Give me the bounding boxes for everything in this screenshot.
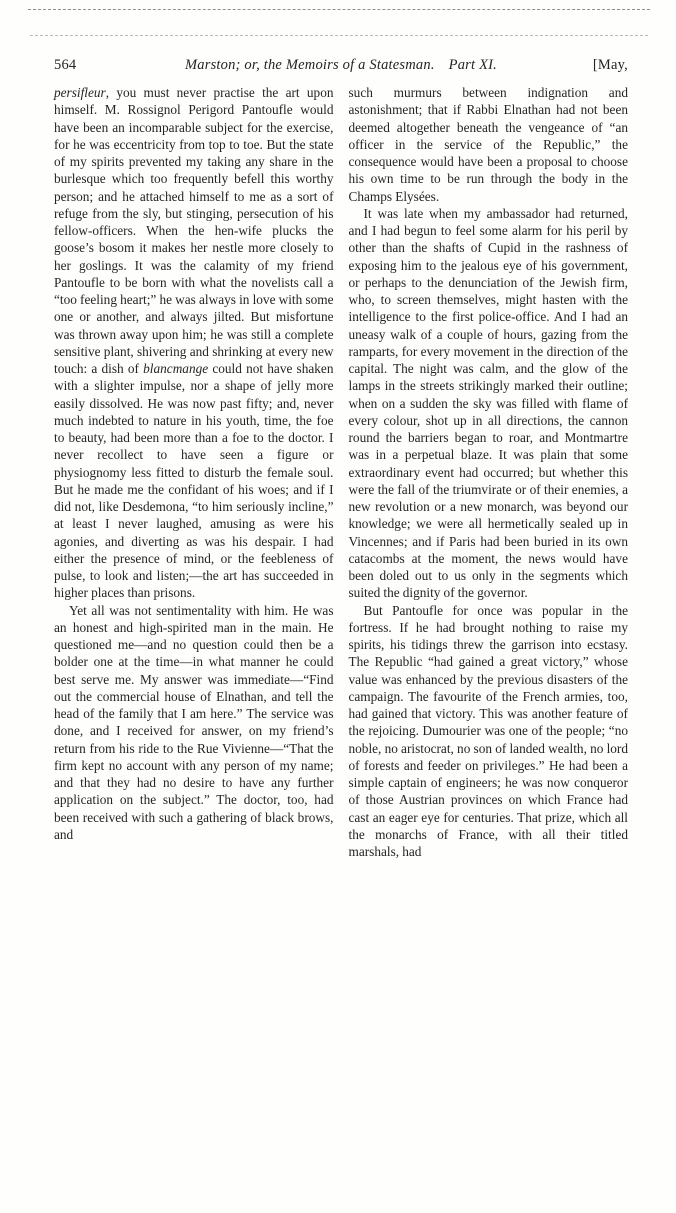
page-number: 564 [54,57,77,73]
header-rule [30,35,648,36]
paragraph-text: could not have shaken with a slighter impulse, nor a shape of jelly more easily dissolved. He was now past fifty; and, never much indebted to nature in his youth, time, the foe to beauty, had been more than a foe to the doctor. I never recollect to have seen a figure or physiognomy less fitted to disturb the female soul. But he made me the confidant of his woes; and if I did not, like Desdemona, “to him seriously incline,” at least I never laughed, amusing as were his agonies, and diverting as was his despair. I had either the presence of mind, or the feebleness of pulse, to look and listen;—the art has succeeded in higher places than prisons. [54,361,334,601]
italic-term: blancmange [143,361,209,376]
paragraph: But Pantoufle for once was popular in the fortress. If he had brought nothing to raise my spirits, his tidings threw the garrison into ecstasy. The Republic “had gained a great victory,” whose value was enhanced by the previous disasters of the campaign. The favourite of the French armies, too, had gained that victory. This was another feature of the rejoicing. Dumourier was one of the people; “no noble, no aristocrat, no son of landed wealth, no lord of forests and feeder on privileges.” He had been a simple captain of engineers; he was now conqueror of those Austrian provinces on which France had cast an eager eye for centuries. That prize, which all the monarchs of France, with all their titled marshals, had [348,602,628,859]
running-title [114,57,568,74]
top-edge-rule [28,9,650,10]
italic-term: persifleur [54,85,106,100]
paragraph: It was late when my ambassador had returned, and I had begun to feel some alarm for his peril by other than the shafts of Cupid in the rashness of exposing him to the jealous eye of his government, or perhaps to the denunciation of the Jewish firm, who, to screen themselves, might hasten with the intelligence to the first police-office. And I had an uneasy walk of a couple of hours, gazing from the ramparts, for every movement in the direction of the capital. The night was calm, and the glow of the lamps in the streets strikingly marked their outline; when on a sudden the sky was filled with flame of every colour, shot up in all directions, the cannon round the barriers began to roar, and Montmartre was in a perpetual blaze. It was plain that some extraordinary event had occurred; but whether this were the fall of the triumvirate or of their enemies, a new revolution or a new monarch, was beyond our knowledge; we were all hermetically sealed up in Vincennes; and if Paris had been buried in its own catacombs at the moment, the news would have been doled out to us only in the segments which suited the dignity of the governor. [348,205,628,601]
running-header [54,57,628,74]
paragraph: Yet all was not sentimentality with him. He was an honest and high-spirited man in the main. He questioned me—and no question could then be a bolder one at the time—in what manner he could best serve me. My answer was immediate—“Find out the commercial house of Elnathan, and tell the head of the family that I am here.” The service was done, and I received for answer, on my friend’s return from his ride to the Rue Vivienne—“That the firm kept no account with any person of my name; and that they had no desire to have any further application on the subject.” The doctor, too, had been received with such a gathering of black brows, and [54,602,334,842]
book-title: Marston; or, the Memoirs of a Statesman. [185,57,435,73]
paragraph: such murmurs between indignation and astonishment; that if Rabbi Elnathan had not been deemed altogether beneath the vengeance of “an officer in the service of the Republic,” the consequence would have been a proposal to choose his own time to be run through the body in the Champs Elysées. [348,85,628,204]
right-column [349,84,629,860]
paragraph [54,84,334,602]
paragraph-text: , you must never practise the art upon himself. M. Rossignol Perigord Pantoufle would have been an incomparable subject for the exercise, for he was eccentricity from top to toe. But the state of my spirits prevented my taking any share in the burlesque which too frequently befell this worthy person; and he attached himself to me as a sort of refuge from the sly, but stinging, persecution of his fellow-officers. When the hen-wife plucks the goose’s bosom it makes her nestle more closely to her goslings. It was the calamity of my friend Pantoufle to be born with what the novelists call a “too feeling heart;” he was always in love with some one or another, and always jilted. But misfortune was thrown away upon him; he was still a complete sensitive plant, shivering and shrinking at every new touch: a dish of [54,85,334,376]
part-number: Part XI. [448,57,497,73]
text-columns [54,84,628,860]
issue-date: [May, [592,57,628,73]
left-column [54,84,334,860]
